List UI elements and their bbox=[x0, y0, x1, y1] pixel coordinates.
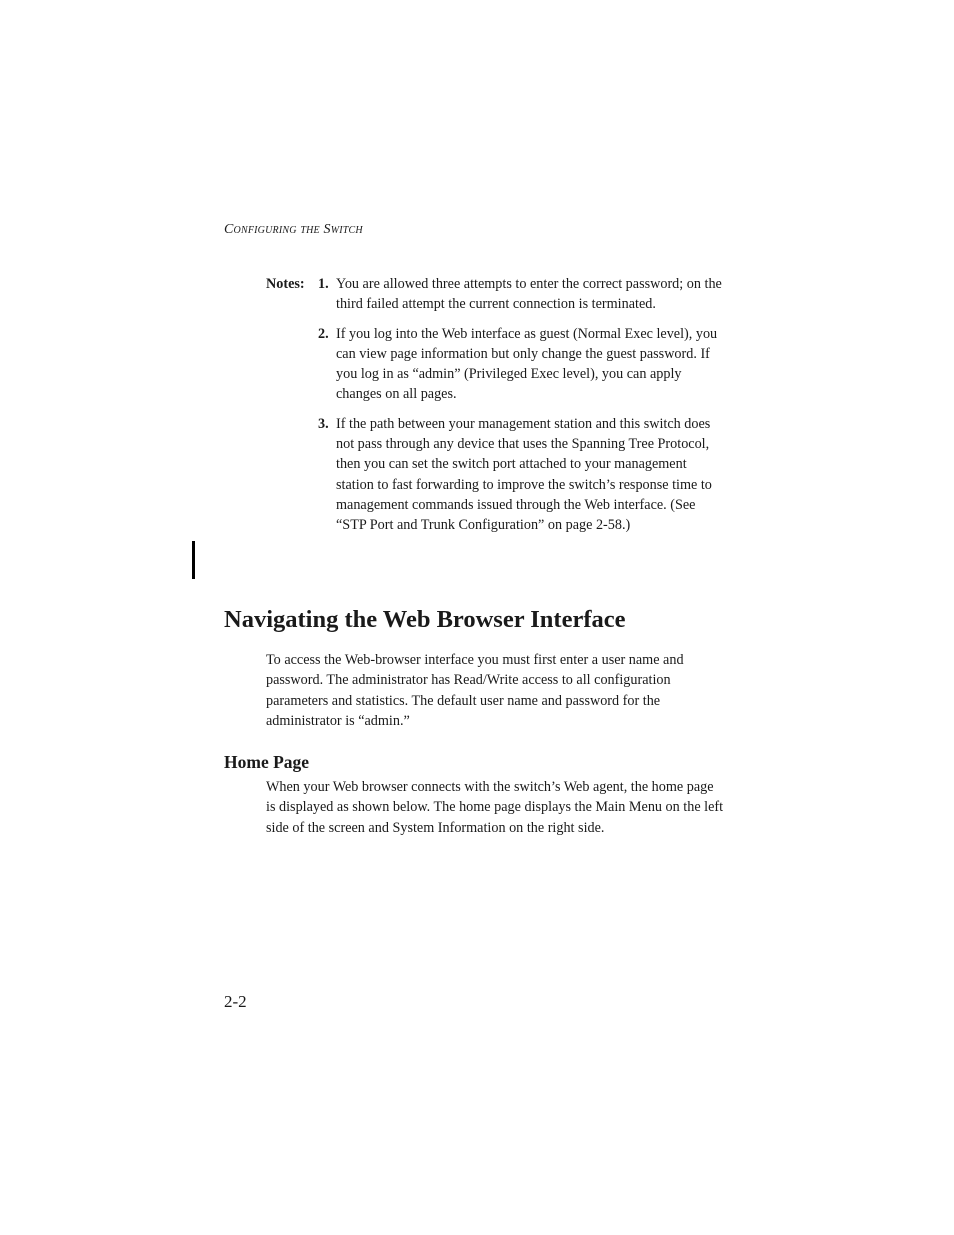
note-number: 3. bbox=[318, 415, 329, 432]
note-number: 2. bbox=[318, 325, 329, 342]
notes-block bbox=[266, 274, 726, 545]
section-title: Navigating the Web Browser Interface bbox=[224, 606, 626, 633]
subsection-title: Home Page bbox=[224, 752, 310, 772]
note-item bbox=[266, 414, 726, 536]
note-item bbox=[266, 274, 726, 315]
subsection-text: When your Web browser connects with the switch’s Web agent, the home page is displayed as shown below. The home page displays the Main Menu on the left side of the screen and System Information on the right side. bbox=[266, 779, 724, 836]
note-text: If you log into the Web interface as guest (Normal Exec level), you can view page information but only change the guest password. If you log in as “admin” (Privileged Exec level), you can apply changes on all pages. bbox=[336, 325, 718, 403]
notes-label: Notes: bbox=[266, 276, 305, 292]
note-item bbox=[266, 324, 726, 405]
note-text: If the path between your management station and this switch does not pass through any device that uses the Spanning Tree Protocol, then you can set the switch port attached to your management station to fast forwarding to improve the switch’s response time to management commands issued through the Web interface. (See “STP Port and Trunk Configuration” on page 2-58.) bbox=[336, 415, 712, 534]
running-header: Configuring the Switch bbox=[224, 222, 363, 237]
page-number: 2-2 bbox=[224, 992, 247, 1011]
note-number: 1. bbox=[318, 276, 329, 292]
note-text: You are allowed three attempts to enter the correct password; on the third failed attempt the current connection is terminated. bbox=[336, 276, 722, 313]
change-bar bbox=[192, 541, 195, 579]
section-intro: To access the Web-browser interface you must first enter a user name and password. The administrator has Read/Write access to all configuration parameters and statistics. The default user name and password for the administrator is “admin.” bbox=[266, 652, 684, 729]
